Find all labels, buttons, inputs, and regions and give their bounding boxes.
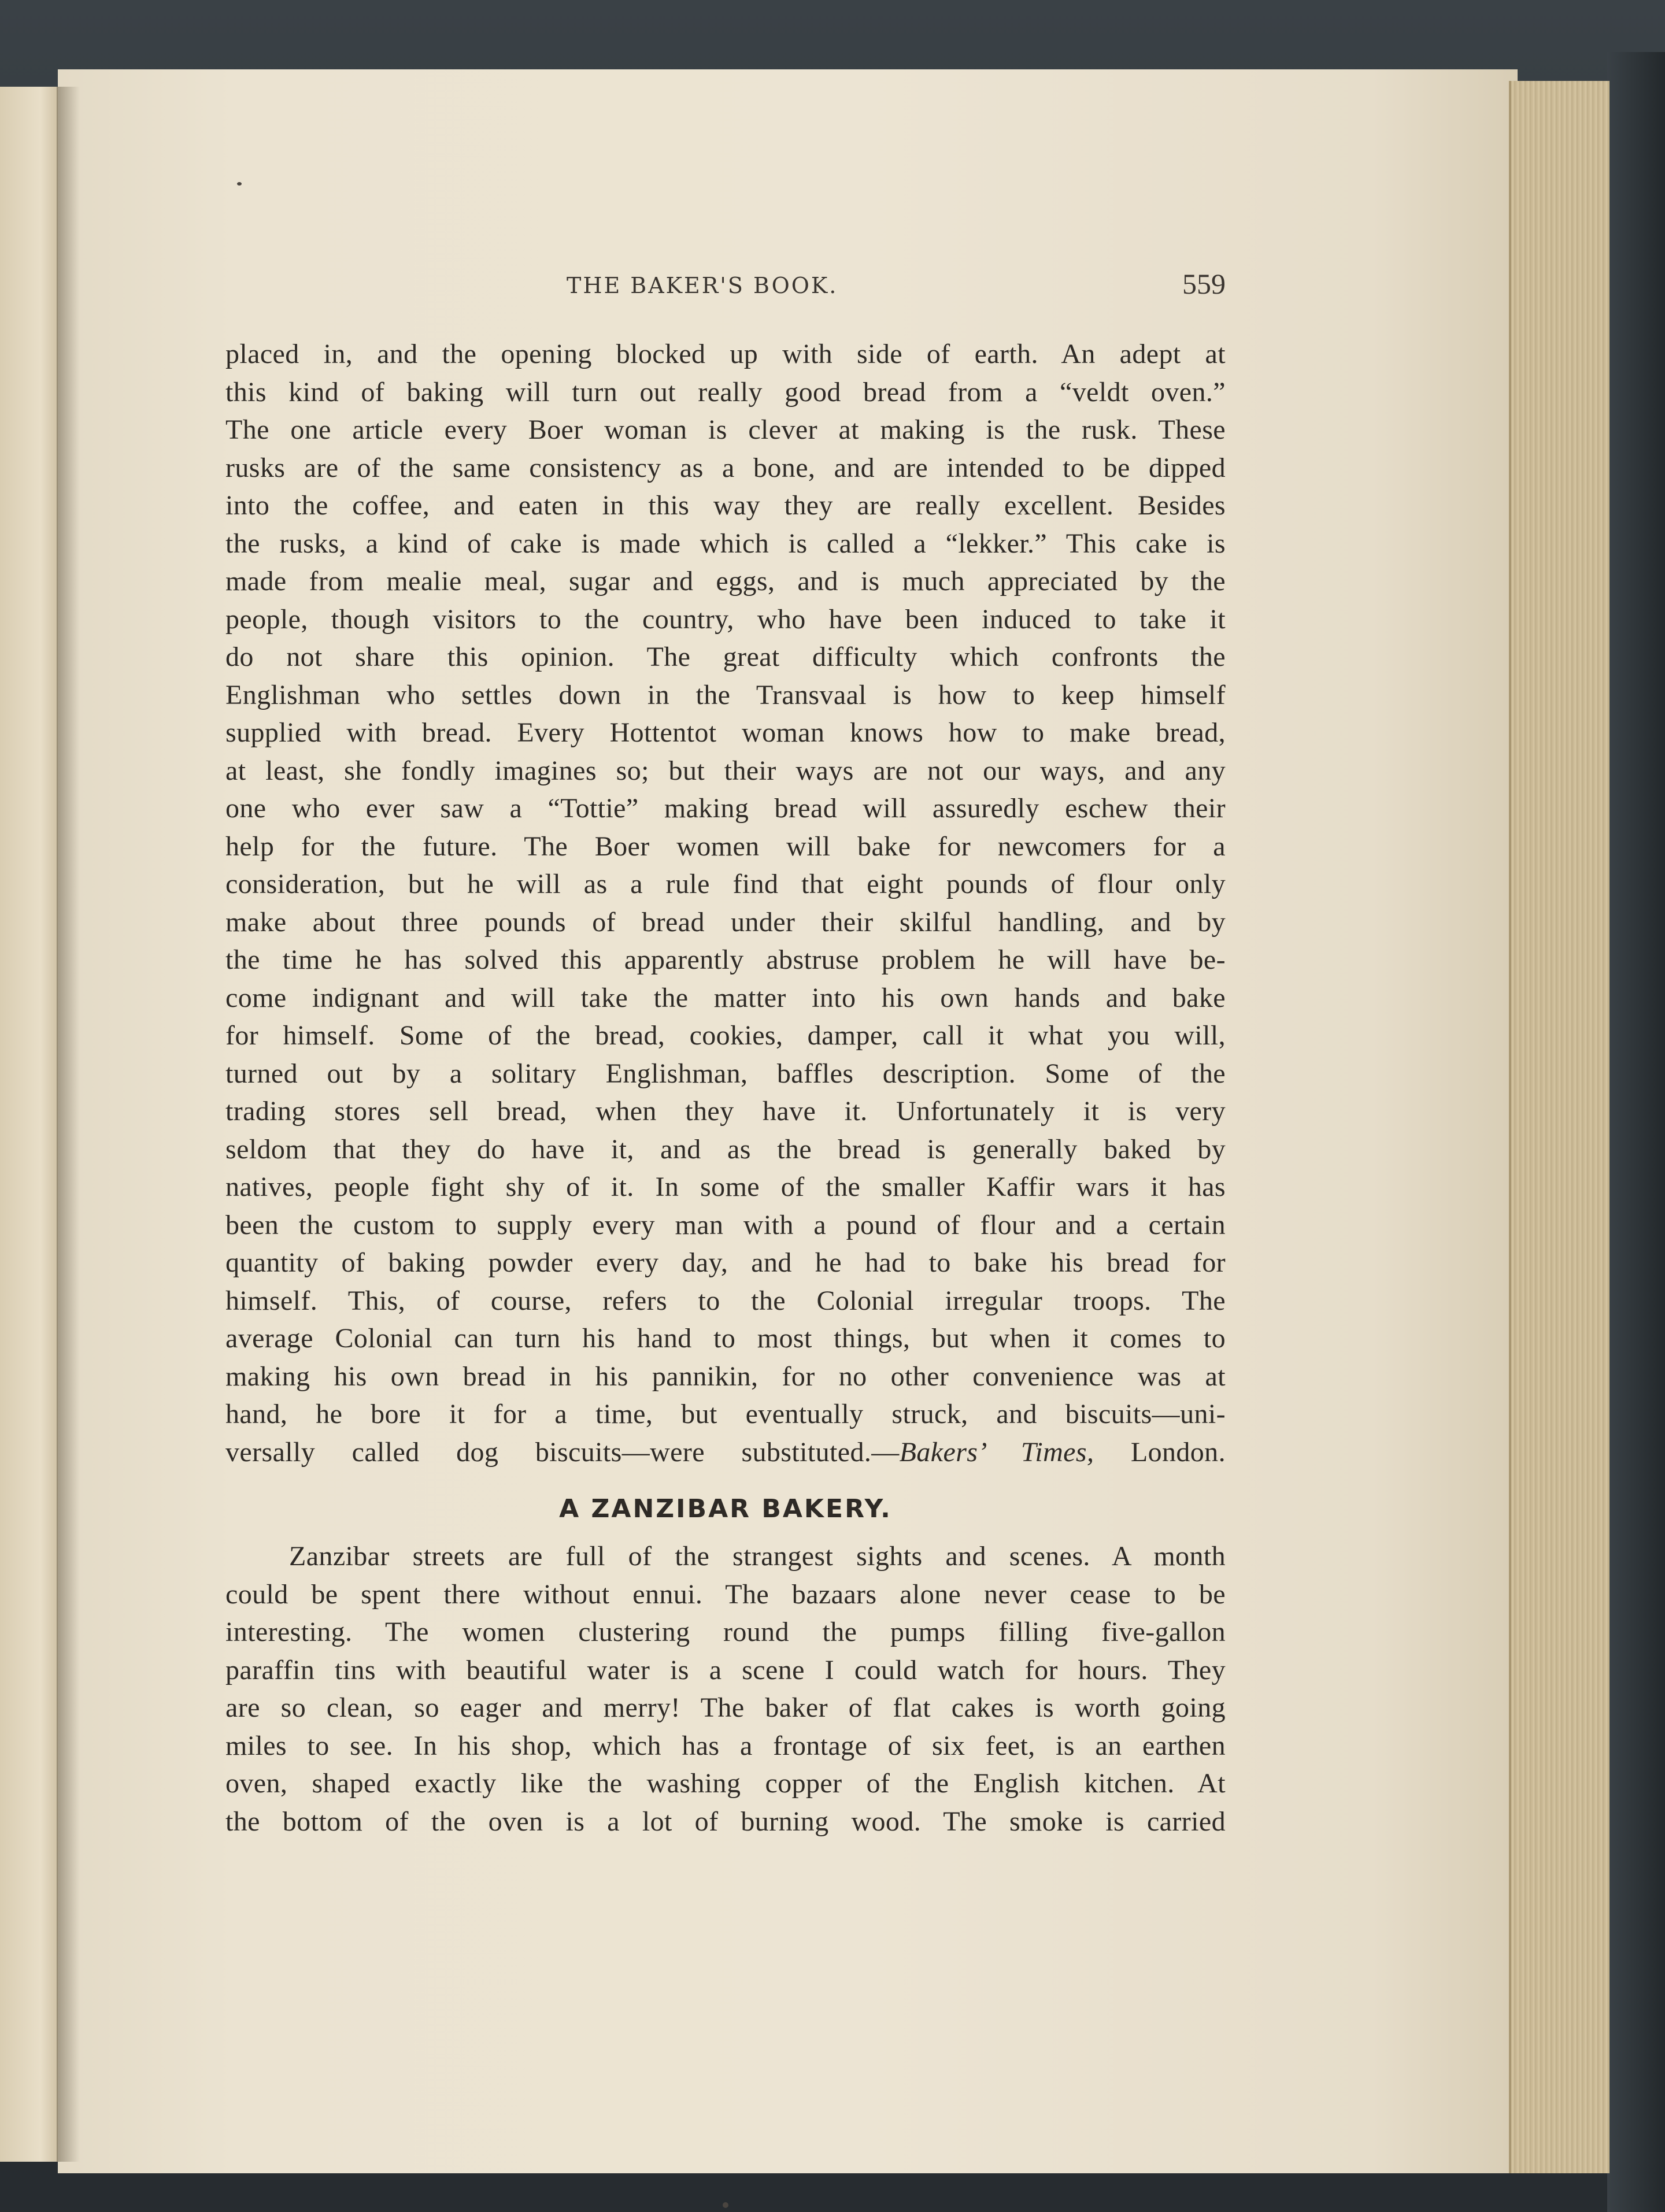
text-line: come indignant and will take the matter into his own hands and bake [225,982,1226,1013]
text-line: supplied with bread. Every Hottentot woman knows how to make bread, [225,717,1226,748]
running-head [567,268,1226,305]
text-line: turned out by a solitary Englishman, baffles description. Some of the [225,1058,1226,1089]
text-line: average Colonial can turn his hand to most things, but when it comes to [225,1323,1226,1354]
text-line: seldom that they do have it, and as the bread is generally baked by [225,1133,1226,1165]
text-line: the time he has solved this apparently abstruse problem he will have be- [225,944,1226,975]
section-heading: A ZANZIBAR BAKERY. [559,1494,892,1524]
text-line: people, though visitors to the country, who have been induced to take it [225,603,1226,635]
text-line: this kind of baking will turn out really good bread from a “veldt oven.” [225,376,1226,407]
text-line: oven, shaped exactly like the washing copper of the English kitchen. At [225,1768,1226,1799]
running-title: THE BAKER'S BOOK. [567,273,838,298]
text-line: the bottom of the oven is a lot of burning wood. The smoke is carried [225,1806,1226,1837]
text-line: miles to see. In his shop, which has a frontage of six feet, is an earthen [225,1730,1226,1761]
ink-speck [237,182,242,186]
text-line: the rusks, a kind of cake is made which is called a “lekker.” This cake is [225,528,1226,559]
text-line: Zanzibar streets are full of the strangest sights and scenes. A month [289,1541,1226,1572]
ink-speck [723,2202,728,2208]
text-line: making his own bread in his pannikin, for no other convenience was at [225,1361,1226,1392]
text-line: made from mealie meal, sugar and eggs, and is much appreciated by the [225,566,1226,596]
text-line: into the coffee, and eaten in this way they are really excellent. Besides [225,490,1226,521]
paragraph-1 [225,335,1226,1471]
text-line: interesting. The women clustering round the pumps filling five-gallon [225,1617,1226,1647]
text-line: make about three pounds of bread under their skilful handling, and by [225,906,1226,938]
text-line: placed in, and the opening blocked up with side of earth. An adept at [225,339,1226,369]
text-line: could be spent there without ennui. The bazaars alone never cease to be [225,1579,1226,1610]
text-line-final [225,1433,1226,1472]
final-line-text: versally called dog biscuits—were substituted.— [225,1436,900,1468]
text-line: for himself. Some of the bread, cookies, damper, call it what you will, [225,1020,1226,1051]
text-line: himself. This, of course, refers to the Colonial irregular troops. The [225,1285,1226,1316]
previous-page-edge [0,87,60,2162]
text-line: consideration, but he will as a rule find that eight pounds of flour only [225,869,1226,899]
text-line: are so clean, so eager and merry! The baker of flat cakes is worth going [225,1692,1226,1723]
paragraph-2 [225,1537,1226,1840]
text-line: The one article every Boer woman is clever at making is the rusk. These [225,414,1226,445]
source-citation: Bakers’ Times, [899,1436,1094,1468]
page-fore-edge [1509,81,1610,2173]
text-line: hand, he bore it for a time, but eventually struck, and biscuits—uni- [225,1399,1226,1429]
text-line: trading stores sell bread, when they have it. Unfortunately it is very [225,1096,1226,1127]
page-number: 559 [1182,268,1226,300]
text-line: rusks are of the same consistency as a bone, and are intended to be dipped [225,452,1226,483]
text-line: at least, she fondly imagines so; but their ways are not our ways, and any [225,755,1226,786]
text-line: natives, people fight shy of it. In some of the smaller Kaffir wars it has [225,1172,1226,1202]
text-line: do not share this opinion. The great difficulty which confronts the [225,642,1226,672]
text-line: Englishman who settles down in the Transvaal is how to keep himself [225,679,1226,710]
book-cover-edge [1607,52,1665,2212]
gutter-shadow [57,87,80,2162]
text-line: one who ever saw a “Tottie” making bread will assuredly eschew their [225,793,1226,824]
text-line: help for the future. The Boer women will bake for newcomers for a [225,831,1226,862]
text-line: been the custom to supply every man with a pound of flour and a certain [225,1209,1226,1240]
text-line: paraffin tins with beautiful water is a scene I could watch for hours. They [225,1654,1226,1685]
text-line: quantity of baking powder every day, and he had to bake his bread for [225,1247,1226,1278]
source-location: London. [1094,1436,1226,1468]
